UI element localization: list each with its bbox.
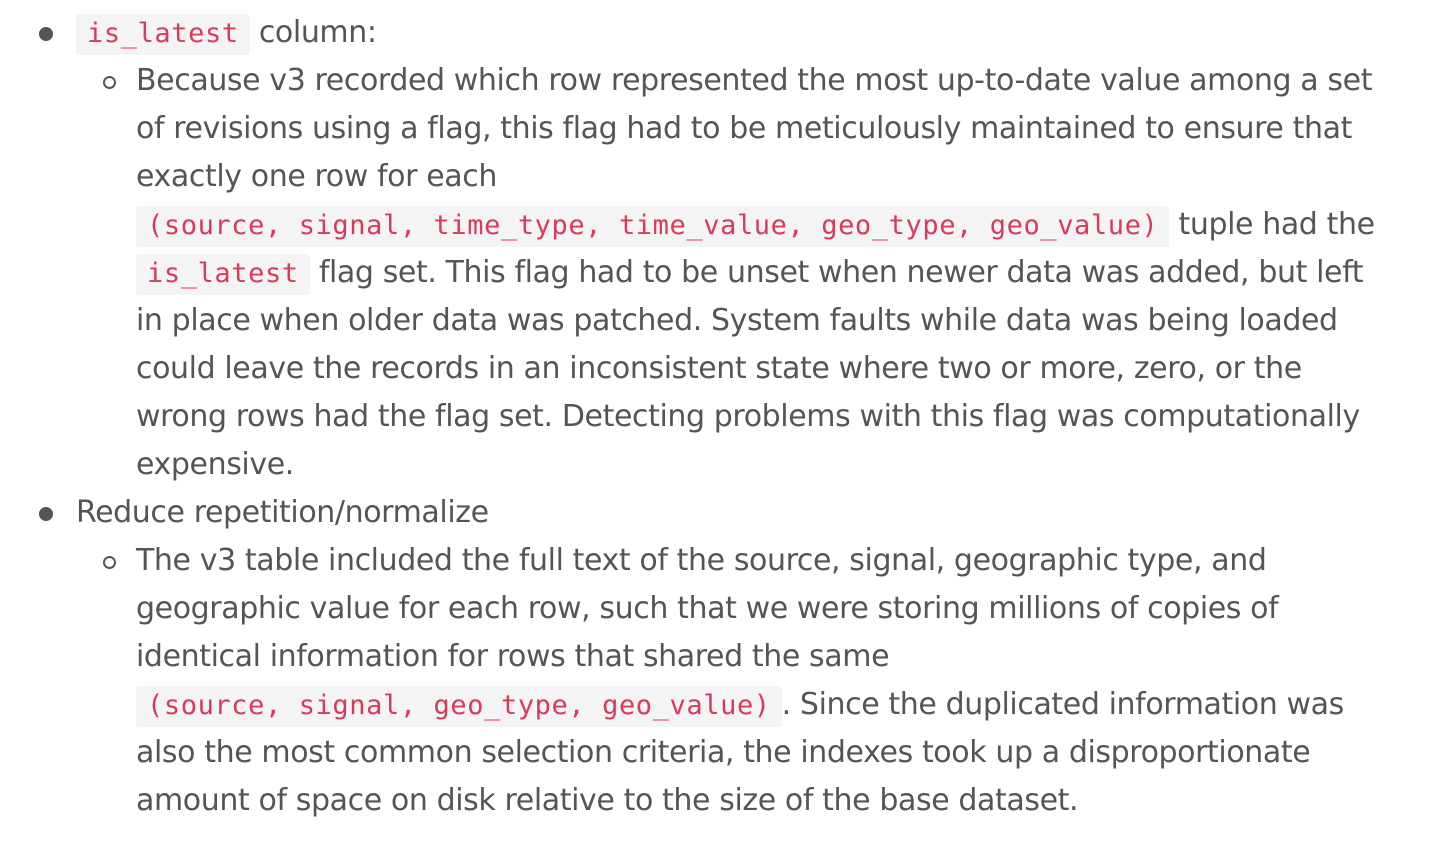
inline-code: is_latest: [136, 254, 310, 295]
paragraph-text: . Since the duplicated information was: [781, 687, 1344, 722]
sub-list-item-normalize: [136, 537, 1416, 825]
bullet-circle-icon: [103, 556, 116, 569]
paragraph-line: [136, 249, 1416, 297]
paragraph-line: [136, 201, 1416, 249]
paragraph-line: geographic value for each row, such that we were storing millions of copies of: [136, 591, 1279, 626]
paragraph-text: flag set. This flag had to be unset when newer data was added, but left: [309, 255, 1364, 290]
paragraph-line: also the most common selection criteria, the indexes took up a disproportionate: [136, 735, 1311, 770]
paragraph-line: of revisions using a flag, this flag had to be meticulously maintained to ensure that: [136, 111, 1352, 146]
paragraph-line: could leave the records in an inconsistent state where two or more, zero, or the: [136, 351, 1302, 386]
paragraph-line: identical information for rows that shared the same: [136, 639, 890, 674]
paragraph-line: expensive.: [136, 447, 294, 482]
sub-list-item-is-latest: [136, 57, 1416, 489]
paragraph-text: tuple had the: [1169, 207, 1375, 242]
paragraph-line: in place when older data was patched. System faults while data was being loaded: [136, 303, 1338, 338]
list-item-label: Reduce repetition/normalize: [76, 495, 489, 530]
paragraph-line: amount of space on disk relative to the size of the base dataset.: [136, 783, 1079, 818]
paragraph-line: wrong rows had the flag set. Detecting problems with this flag was computationally: [136, 399, 1360, 434]
inline-code-tuple: (source, signal, geo_type, geo_value): [136, 686, 782, 727]
inline-code: is_latest: [76, 14, 250, 55]
bullet-disc-icon: [39, 507, 53, 521]
bullet-circle-icon: [103, 76, 116, 89]
paragraph-line: The v3 table included the full text of the source, signal, geographic type, and: [136, 543, 1267, 578]
inline-code-tuple: (source, signal, time_type, time_value, geo_type, geo_value): [136, 206, 1169, 247]
bullet-disc-icon: [39, 27, 53, 41]
list-item-label: column:: [249, 15, 377, 50]
list-item-reduce-repetition: [76, 489, 1406, 537]
paragraph-line: [136, 681, 1416, 729]
list-item-is-latest: [76, 9, 1406, 58]
paragraph-line: Because v3 recorded which row represented the most up-to-date value among a set: [136, 63, 1373, 98]
paragraph-line: exactly one row for each: [136, 159, 497, 194]
